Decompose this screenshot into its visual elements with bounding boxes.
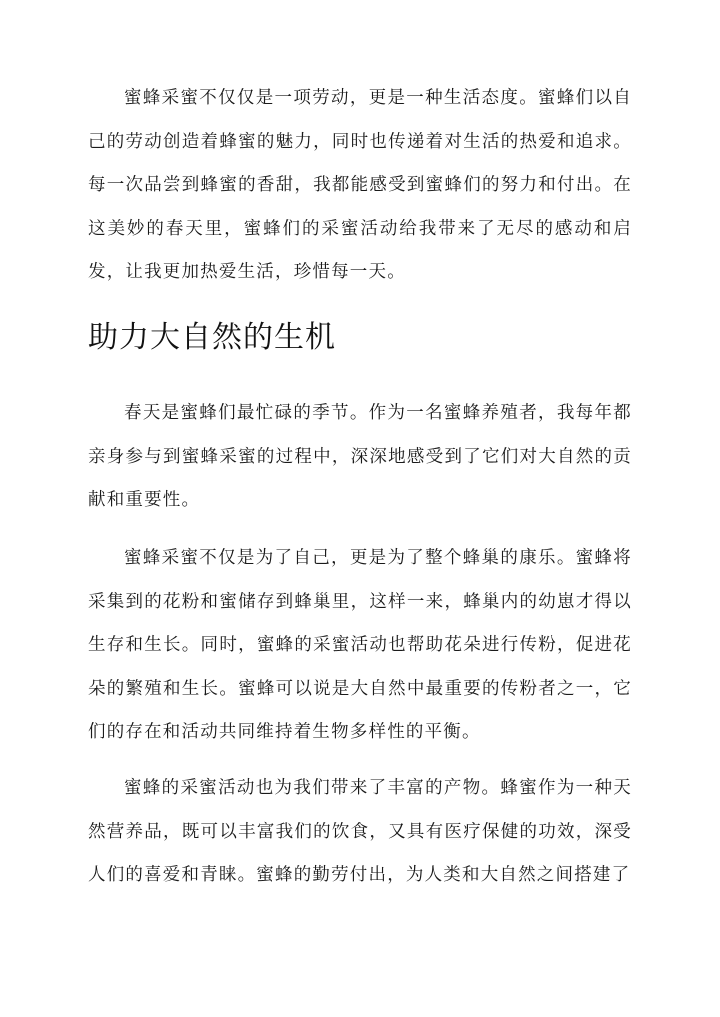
section-paragraph-3: 蜜蜂的采蜜活动也为我们带来了丰富的产物。蜂蜜作为一种天然营养品，既可以丰富我们的饮食，又具有医疗保健的功效，深受人们的喜爱和青睐。蜜蜂的勤劳付出，为人类和大自然之间搭建了 xyxy=(88,778,632,885)
intro-paragraph: 蜜蜂采蜜不仅仅是一项劳动，更是一种生活态度。蜜蜂们以自己的劳动创造着蜂蜜的魅力，同时也传递着对生活的热爱和追求。每一次品尝到蜂蜜的香甜，我都能感受到蜜蜂们的努力和付出。在这美妙的春天里，蜜蜂们的采蜜活动给我带来了无尽的感动和启发，让我更加热爱生活，珍惜每一天。 xyxy=(88,88,632,282)
section-heading: 助力大自然的生机 xyxy=(88,320,336,355)
section-paragraph-2: 蜜蜂采蜜不仅是为了自己，更是为了整个蜂巢的康乐。蜜蜂将采集到的花粉和蜜储存到蜂巢里，这样一来，蜂巢内的幼崽才得以生存和生长。同时，蜜蜂的采蜜活动也帮助花朵进行传粉，促进花朵的繁殖和生长。蜜蜂可以说是大自然中最重要的传粉者之一，它们的存在和活动共同维持着生物多样性的平衡。 xyxy=(88,548,632,742)
section-paragraph-1: 春天是蜜蜂们最忙碌的季节。作为一名蜜蜂养殖者，我每年都亲身参与到蜜蜂采蜜的过程中，深深地感受到了它们对大自然的贡献和重要性。 xyxy=(88,403,632,510)
